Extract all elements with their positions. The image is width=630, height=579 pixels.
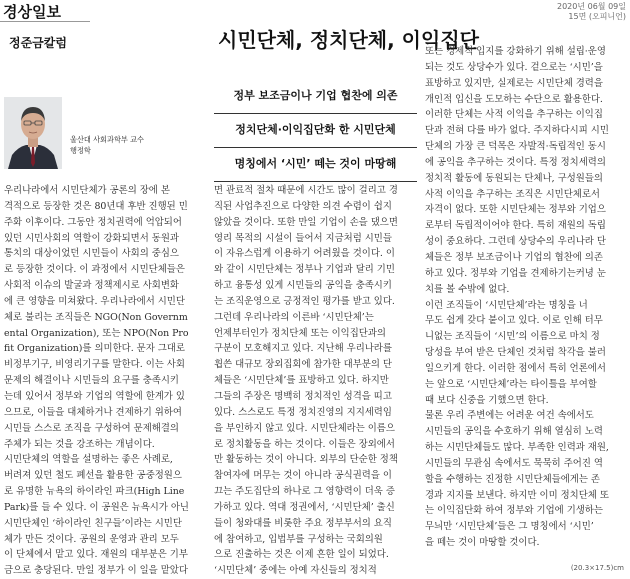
- body-column-2: 면 관료적 절차 때문에 시간도 많이 걸리고 경 직된 사업추진으로 다양한 의견 수렴이 쉽지 않았을 것이다. 또한 만일 기업이 손을 댔으면 영리 목적의 시설이 들어서 지금처럼 시민들 이 자유스럽게 이용하기 어려웠을 것이다. 이 와 같이 시민단체는 정부나 기업과 달리 기민 하고 융통성 있게 시민들의 공익을 충족시키 는 조직운영으로 긍정적인 평가를 받고 있다. 그런데 우리나라의 이른바 ‘시민단체’는 언제부터인가 정치단체 또는 이익집단과의 구분이 모호해지고 있다. 지난해 우리나라를 휩쓴 대규모 장외집회에 참가한 대부분의 단 체들은 ‘시민단체’를 표방하고 있다. 하지만 그들의 주장은 명백히 정치적인 성격을 띠고 있다. 스스로도 특정 정치진영의 지지세력임 을 부인하지 않고 있다. 시민단체라는 이름으 로 정치활동을 하는 것이다. 이들은 장외에서 만 활동하는 것이 아니다. 외부의 단순한 정책 참여자에 머무는 것이 아니라 공식권력을 이 끄는 주도집단의 하나로 그 영향력이 더욱 증 가하고 있다. 역대 정권에서, ‘시민단체’ 출신 들이 청와대를 비롯한 주요 정부부서의 요직 에 참여하고, 입법부를 구성하는 국회의원 으로 진출하는 것은 이제 흔한 일이 되었다. ‘시민단체’ 중에는 아예 자신들의 정치적: [214, 185, 398, 577]
- subheading-3: 명칭에서 ‘시민’ 떼는 것이 마땅해: [214, 147, 417, 181]
- subheading-divider: [214, 181, 417, 182]
- masthead-divider: [0, 21, 90, 22]
- author-photo: [4, 97, 62, 169]
- column-label: 정준금칼럼: [9, 36, 67, 50]
- subheadings: [214, 80, 417, 182]
- publication-info: [557, 2, 626, 22]
- article-title: 시민단체, 정치단체, 이익집단: [218, 28, 479, 52]
- article-dimensions: (20.3×17.5)cm: [570, 564, 624, 572]
- subheading-1: 정부 보조금이나 기업 협찬에 의존: [233, 89, 398, 102]
- publication-date: 2020년 06월 09일: [557, 2, 626, 11]
- author-portrait-icon: [4, 97, 62, 169]
- body-column-3: 또는 경제적 입지를 강화하기 위해 설립·운영 되는 것도 상당수가 있다. 겉으로는 ‘시민’을 표방하고 있지만, 실제로는 시민단체 경력을 개인적 입신을 도모하는 수단으로 활용한다. 이러한 단체는 사적 이익을 추구하는 이익집 단과 전혀 다를 바가 없다. 주지하다시피 시민 단체의 가장 큰 덕목은 자발적·독립적인 동시 에 공익을 추구하는 것이다. 특정 정치세력의 정치적 활동에 동원되는 단체나, 구성원들의 사적 이익을 추구하는 조직은 시민단체로서 자격이 없다. 또한 시민단체는 정부와 기업으 로부터 독립적이어야 한다. 특히 재원의 독립 성이 중요하다. 그런데 상당수의 우리나라 단 체들은 정부 보조금이나 기업의 협찬에 의존 하고 있다. 정부와 기업을 견제하기는커녕 눈 치를 볼 수밖에 없다. 이런 조직들이 ‘시민단체’라는 명칭을 너 무도 쉽게 갖다 붙이고 있다. 이로 인해 터무 니없는 조직들이 ‘시민’의 이름으로 마치 정 당성을 부여 받은 단체인 것처럼 착각을 불러 일으키게 한다. 이러한 점에서 특히 언론에서 는 앞으로 ‘시민단체’라는 타이틀을 부여할 때 보다 신중을 기했으면 한다. 물론 우리 주변에는 어려운 여건 속에서도 시민들의 공익을 수호하기 위해 열심히 노력 하는 시민단체들도 많다. 부족한 인력과 재원, 시민들의 무관심 속에서도 묵묵히 주어진 역 할을 수행하는 진정한 시민단체들에게는 존 경과 지지를 보낸다. 하지만 이미 정치단체 또 는 이익집단화 하여 정부와 기업에 기생하는 무늬만 ‘시민단체’들은 그 명칭에서 ‘시민’ 을 떼는 것이 마땅할 것이다.: [425, 46, 609, 549]
- subheading-2: 정치단체·이익집단화 한 시민단체: [214, 113, 417, 147]
- author-affiliation: 울산대 사회과학부 교수: [70, 135, 145, 144]
- body-column-1: 우리나라에서 시민단체가 공론의 장에 본 격적으로 등장한 것은 80년대 후반 진행된 민 주화 이후이다. 그동안 정치권력에 억압되어 있던 시민사회의 역할이 강화되면서 동원과 통치의 대상이었던 시민들이 사회의 중심으 로 등장한 것이다. 이 과정에서 시민단체들은 사회적 이슈의 발굴과 정책제시로 사회변화 에 큰 영향을 미쳐왔다. 우리나라에서 시민단 체로 불리는 조직들은 NGO(Non Governm ental Organization), 또는 NPO(Non Pro fit Organization)를 의미한다. 문자 그대로 비정부기구, 비영리기구를 말한다. 이는 사회 문제의 해결이나 시민들의 요구를 충족시키 는데 있어서 정부와 기업의 역할에 한계가 있 으므로, 이들을 대체하거나 견제하기 위하여 시민들 스스로 조직을 구성하여 문제해결의 주체가 되는 것을 강조하는 개념이다. 시민단체의 역할을 설명하는 좋은 사례로, 버려져 있던 철도 폐선을 활용한 공중정원으 로 유명한 뉴욕의 하이라인 파크(High Line Park)를 들 수 있다. 이 공원은 뉴욕시가 아닌 시민단체인 ‘하이라인 친구들’이라는 시민단 체가 만든 것이다. 공원의 운영과 관리 모두 이 단체에서 맡고 있다. 재원의 대부분은 기부 금으로 충당된다. 만일 정부가 이 일을 맡았다: [4, 185, 189, 577]
- author-position: 행정학: [70, 146, 91, 155]
- author-byline: [70, 134, 144, 156]
- publication-page: 15면 (오피니언): [568, 12, 626, 21]
- newspaper-logo: 경상일보: [3, 3, 61, 21]
